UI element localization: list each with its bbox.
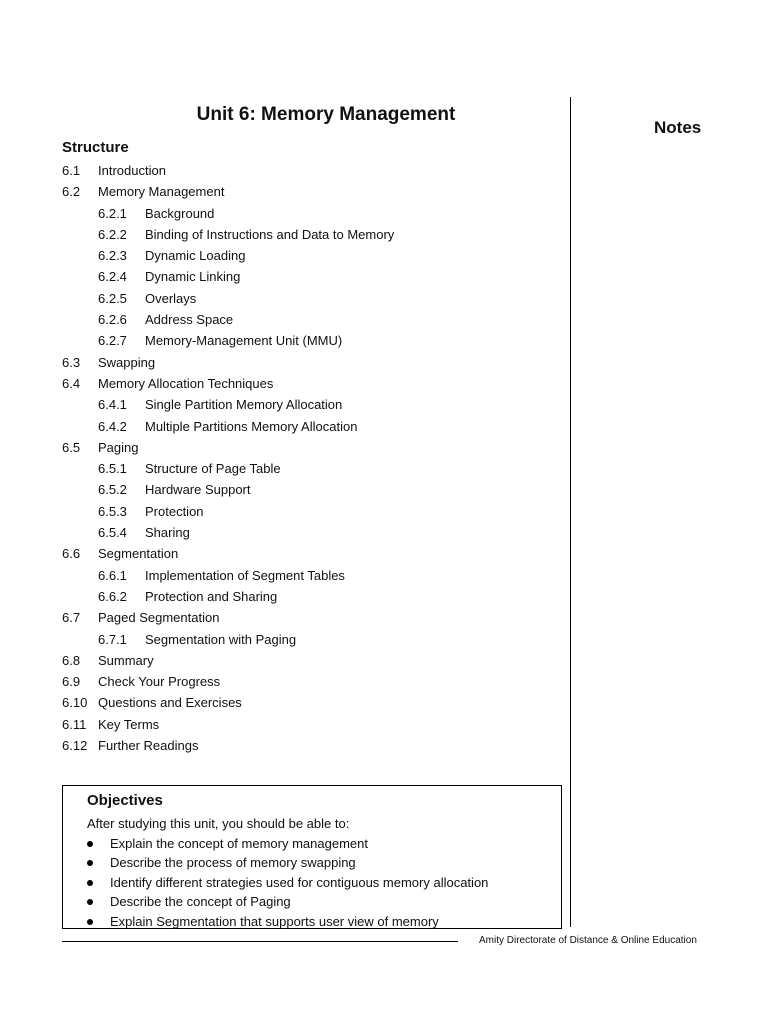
toc-entry <box>62 735 562 756</box>
toc-entry <box>62 352 562 373</box>
toc-entry <box>62 586 562 607</box>
toc-entry <box>62 479 562 500</box>
objectives-intro: After studying this unit, you should be able to: <box>87 816 350 831</box>
toc-entry <box>62 416 562 437</box>
toc-entry-label: Protection and Sharing <box>145 588 278 604</box>
toc-entry <box>62 629 562 650</box>
toc-entry-number: 6.5.1 <box>98 461 127 477</box>
toc-entry-label: Memory Allocation Techniques <box>98 375 274 391</box>
toc-entry-label: Address Space <box>145 312 234 328</box>
toc-entry-label: Structure of Page Table <box>145 461 281 477</box>
objectives-box <box>62 785 562 929</box>
toc-entry-number: 6.11 <box>62 716 87 732</box>
toc-entry-number: 6.3 <box>62 354 81 370</box>
toc-entry <box>62 245 562 266</box>
toc-entry-label: Paging <box>98 439 139 455</box>
toc-entry <box>62 330 562 351</box>
toc-entry-number: 6.8 <box>62 652 81 668</box>
footer-text: Amity Directorate of Distance & Online Education <box>479 935 697 946</box>
toc-entry <box>62 394 562 415</box>
toc-entry-number: 6.10 <box>62 695 88 711</box>
notes-label: Notes <box>654 118 702 137</box>
toc-entry-label: Summary <box>98 652 154 668</box>
bullet-icon <box>87 880 93 886</box>
toc-entry-number: 6.7 <box>62 610 81 626</box>
structure-heading: Structure <box>62 139 129 156</box>
table-of-contents <box>62 160 562 756</box>
toc-entry-number: 6.2.4 <box>98 269 127 285</box>
toc-entry-number: 6.4.1 <box>98 397 127 413</box>
objective-text: Explain Segmentation that supports user view of memory <box>110 913 439 929</box>
toc-entry-number: 6.2.2 <box>98 226 127 242</box>
toc-entry-number: 6.5.2 <box>98 482 127 498</box>
objective-text: Describe the process of memory swapping <box>110 855 356 871</box>
toc-entry-number: 6.2.6 <box>98 312 127 328</box>
toc-entry-number: 6.2.7 <box>98 333 127 349</box>
margin-divider <box>570 97 571 927</box>
toc-entry <box>62 650 562 671</box>
toc-entry-number: 6.2 <box>62 184 81 200</box>
toc-entry <box>62 203 562 224</box>
toc-entry <box>62 458 562 479</box>
toc-entry-label: Single Partition Memory Allocation <box>145 397 343 413</box>
toc-entry-number: 6.7.1 <box>98 631 127 647</box>
toc-entry-number: 6.9 <box>62 674 81 690</box>
toc-entry-label: Segmentation <box>98 546 179 562</box>
objective-text: Describe the concept of Paging <box>110 894 291 910</box>
toc-entry-number: 6.4 <box>62 375 81 391</box>
toc-entry <box>62 565 562 586</box>
toc-entry-label: Further Readings <box>98 738 199 754</box>
toc-entry-number: 6.5.4 <box>98 525 127 541</box>
toc-entry <box>62 181 562 202</box>
footer-divider <box>62 941 458 942</box>
page-title: Unit 6: Memory Management <box>196 104 456 125</box>
toc-entry-label: Multiple Partitions Memory Allocation <box>145 418 358 434</box>
toc-entry-number: 6.5 <box>62 439 81 455</box>
objectives-heading: Objectives <box>87 792 163 809</box>
toc-entry-number: 6.2.3 <box>98 248 127 264</box>
toc-entry-label: Binding of Instructions and Data to Memory <box>145 226 395 242</box>
toc-entry-number: 6.4.2 <box>98 418 127 434</box>
toc-entry-label: Memory-Management Unit (MMU) <box>145 333 343 349</box>
toc-entry <box>62 607 562 628</box>
toc-entry-label: Implementation of Segment Tables <box>145 567 345 583</box>
toc-entry-label: Sharing <box>145 525 190 541</box>
toc-entry-number: 6.2.5 <box>98 290 127 306</box>
objective-text: Explain the concept of memory management <box>110 836 368 851</box>
bullet-icon <box>87 919 93 925</box>
toc-entry <box>62 501 562 522</box>
bullet-icon <box>87 899 93 905</box>
toc-entry-number: 6.1 <box>62 163 81 178</box>
bullet-icon <box>87 841 93 847</box>
toc-entry-label: Dynamic Linking <box>145 269 241 285</box>
objective-text: Identify different strategies used for contiguous memory allocation <box>110 874 489 890</box>
toc-entry-label: Questions and Exercises <box>98 695 242 711</box>
toc-entry <box>62 522 562 543</box>
toc-entry-label: Introduction <box>98 163 166 178</box>
toc-entry-number: 6.6.1 <box>98 567 127 583</box>
toc-entry <box>62 543 562 564</box>
toc-entry-number: 6.5.3 <box>98 503 127 519</box>
toc-entry-number: 6.12 <box>62 738 88 754</box>
toc-entry <box>62 160 562 181</box>
toc-entry <box>62 288 562 309</box>
toc-entry-number: 6.6.2 <box>98 588 127 604</box>
toc-entry <box>62 309 562 330</box>
toc-entry <box>62 671 562 692</box>
toc-entry-label: Key Terms <box>98 716 160 732</box>
toc-entry-label: Check Your Progress <box>98 674 221 690</box>
toc-entry-label: Paged Segmentation <box>98 610 220 626</box>
toc-entry-label: Dynamic Loading <box>145 248 246 264</box>
toc-entry <box>62 437 562 458</box>
bullet-icon <box>87 860 93 866</box>
toc-entry-label: Segmentation with Paging <box>145 631 297 647</box>
toc-entry-number: 6.2.1 <box>98 205 127 221</box>
toc-entry <box>62 714 562 735</box>
toc-entry-label: Overlays <box>145 290 197 306</box>
toc-entry-label: Memory Management <box>98 184 225 200</box>
toc-entry <box>62 266 562 287</box>
toc-entry <box>62 692 562 713</box>
toc-entry-label: Background <box>145 205 215 221</box>
toc-entry-number: 6.6 <box>62 546 81 562</box>
toc-entry-label: Swapping <box>98 354 156 370</box>
toc-entry-label: Protection <box>145 503 204 519</box>
toc-entry <box>62 224 562 245</box>
toc-entry <box>62 373 562 394</box>
toc-entry-label: Hardware Support <box>145 482 251 498</box>
